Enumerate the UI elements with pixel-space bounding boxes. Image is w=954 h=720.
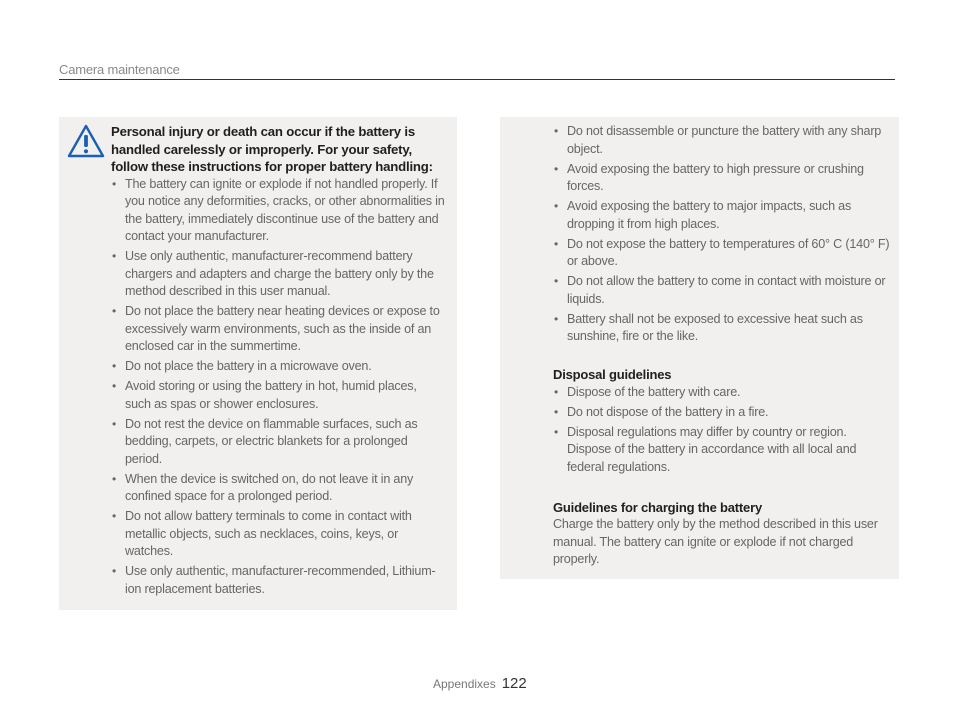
- page-footer: [433, 675, 527, 692]
- disposal-heading: Disposal guidelines: [553, 367, 672, 382]
- footer-label: Appendixes: [433, 677, 496, 691]
- list-item: • Do not allow battery terminals to come in contact with metallic objects, such as necklaces, coins, keys, or watches.: [112, 509, 412, 558]
- list-item: • The battery can ignite or explode if not handled properly. If you notice any deformities, cracks, or other abnormalities in the battery, immediately discontinue use of the battery and contact your manufacturer.: [112, 176, 445, 243]
- warning-list-continued: [553, 123, 891, 346]
- disposal-list: [553, 384, 891, 477]
- page-number: 122: [501, 675, 527, 692]
- list-item: • Do not disassemble or puncture the battery with any sharp object.: [554, 124, 882, 156]
- charging-text: Charge the battery only by the method described in this user manual. The battery can ignite or explode if not charged properly.: [553, 517, 878, 566]
- list-item: • Dispose of the battery with care.: [554, 384, 741, 399]
- list-item: • Do not place the battery in a microwave oven.: [112, 359, 372, 373]
- section-header: [59, 62, 895, 80]
- list-item: • Avoid exposing the battery to major impacts, such as dropping it from high places.: [554, 199, 852, 231]
- list-item: • Do not expose the battery to temperatures of 60° C (140° F) or above.: [554, 236, 890, 268]
- list-item: • Disposal regulations may differ by country or region. Dispose of the battery in accordance with all local and federal regulations.: [554, 424, 857, 474]
- warning-panel: [59, 117, 457, 610]
- section-title: Camera maintenance: [59, 62, 180, 77]
- list-item: • Use only authentic, manufacturer-recommended, Lithium-ion replacement batteries.: [112, 564, 436, 596]
- list-item: • Do not place the battery near heating devices or expose to excessively warm environments, such as the inside of an enclosed car in the summertime.: [112, 304, 440, 353]
- list-item: • Do not rest the device on flammable surfaces, such as bedding, carpets, or electric blankets for a prolonged period.: [112, 416, 418, 466]
- continued-panel: [500, 117, 899, 579]
- warning-list: [111, 176, 445, 599]
- charging-heading: Guidelines for charging the battery: [553, 499, 762, 515]
- list-item: • Use only authentic, manufacturer-recommend battery chargers and adapters and charge the battery only by the method described in this user manual.: [112, 249, 434, 298]
- list-item: • When the device is switched on, do not leave it in any confined space for a prolonged period.: [112, 471, 414, 503]
- warning-triangle-icon: [67, 124, 105, 158]
- warning-title: Personal injury or death can occur if the battery is handled carelessly or improperly. For your safety, follow these instructions for proper battery handling:: [111, 124, 433, 174]
- list-item: • Battery shall not be exposed to excessive heat such as sunshine, fire or the like.: [554, 311, 863, 343]
- list-item: • Avoid exposing the battery to high pressure or crushing forces.: [554, 161, 864, 193]
- list-item: • Do not allow the battery to come in contact with moisture or liquids.: [554, 274, 886, 306]
- list-item: • Do not dispose of the battery in a fire.: [554, 404, 769, 419]
- list-item: • Avoid storing or using the battery in hot, humid places, such as spas or shower enclosures.: [112, 379, 417, 411]
